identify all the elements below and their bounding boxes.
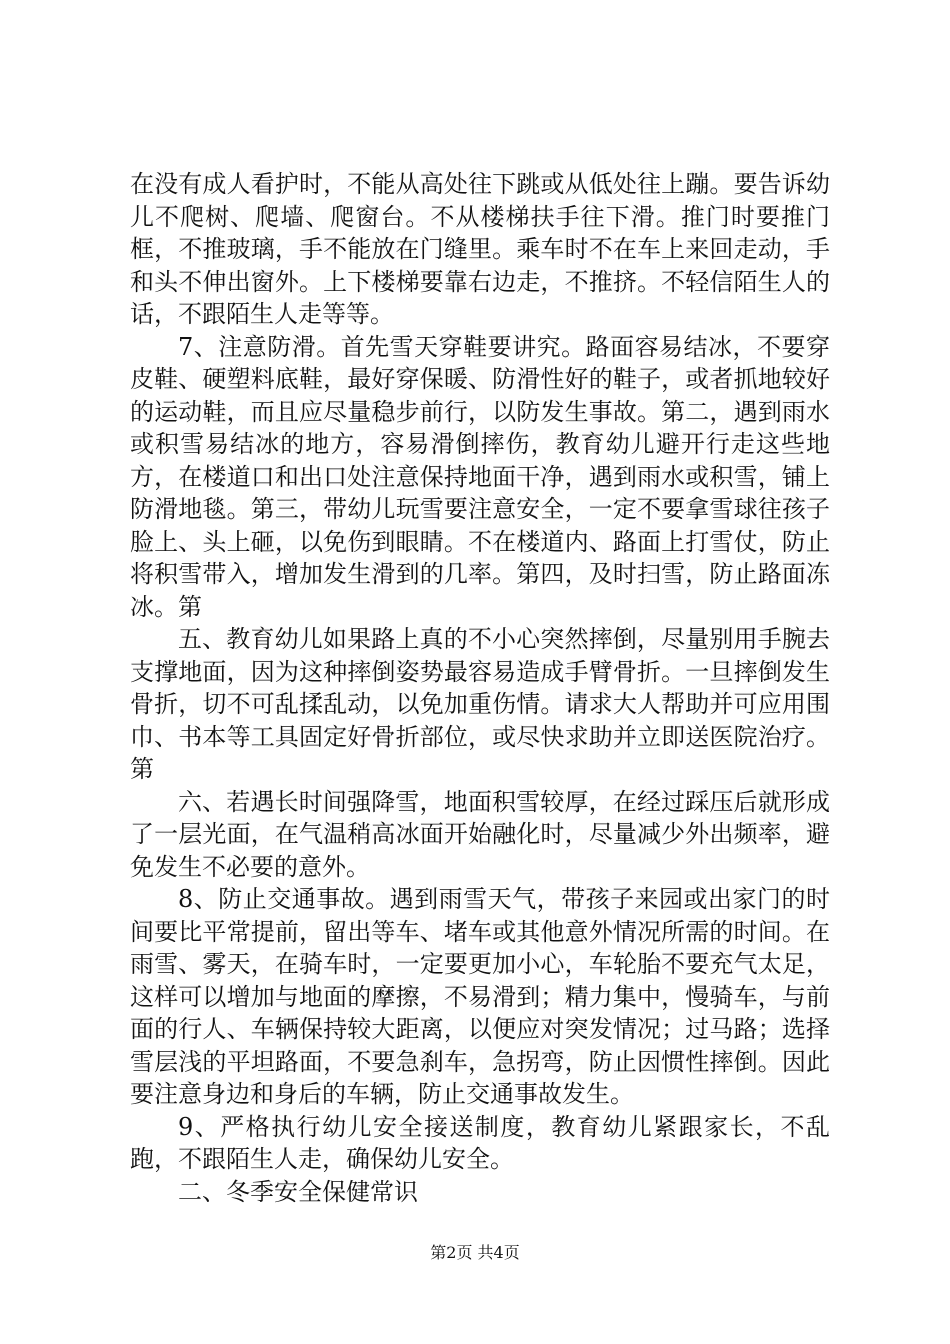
paragraph-5: 8、防止交通事故。遇到雨雪天气，带孩子来园或出家门的时间要比平常提前，留出等车、堵车或其他意外情况所需的时间。在雨雪、雾天，在骑车时，一定要更加小心，车轮胎不要充气太足，这样可以增加与地面的摩擦，不易滑到；精力集中，慢骑车，与前面的行人、车辆保持较大距离，以便应对突发情况；过马路；选择雪层浅的平坦路面，不要急刹车，急拐弯，防止因惯性摔倒。因此要注意身边和身后的车辆，防止交通事故发生。 xyxy=(130,885,830,1108)
document-body xyxy=(130,168,830,1208)
paragraph-2: 7、注意防滑。首先雪天穿鞋要讲究。路面容易结冰，不要穿皮鞋、硬塑料底鞋，最好穿保暖、防滑性好的鞋子，或者抓地较好的运动鞋，而且应尽量稳步前行，以防发生事故。第二，遇到雨水或积雪易结冰的地方，容易滑倒摔伤，教育幼儿避开行走这些地方，在楼道口和出口处注意保持地面干净，遇到雨水或积雪，铺上防滑地毯。第三，带幼儿玩雪要注意安全，一定不要拿雪球往孩子脸上、头上砸，以免伤到眼睛。不在楼道内、路面上打雪仗，防止将积雪带入，增加发生滑到的几率。第四，及时扫雪，防止路面冻冰。第 xyxy=(130,332,830,621)
page-footer xyxy=(0,1243,950,1263)
paragraph-3: 五、教育幼儿如果路上真的不小心突然摔倒，尽量别用手腕去支撑地面，因为这种摔倒姿势最容易造成手臂骨折。一旦摔倒发生骨折，切不可乱揉乱动，以免加重伤情。请求大人帮助并可应用围巾、书本等工具固定好骨折部位，或尽快求助并立即送医院治疗。第 xyxy=(130,625,830,783)
paragraph-7: 二、冬季安全保健常识 xyxy=(178,1177,418,1206)
paragraph-4: 六、若遇长时间强降雪，地面积雪较厚，在经过踩压后就形成了一层光面，在气温稍高冰面开始融化时，尽量减少外出频率，避免发生不必要的意外。 xyxy=(130,787,830,881)
paragraph-1: 在没有成人看护时，不能从高处往下跳或从低处往上蹦。要告诉幼儿不爬树、爬墙、爬窗台。不从楼梯扶手往下滑。推门时要推门框，不推玻璃，手不能放在门缝里。乘车时不在车上来回走动，手和头不伸出窗外。上下楼梯要靠右边走，不推挤。不轻信陌生人的话，不跟陌生人走等等。 xyxy=(130,170,830,328)
page-number: 第2页 共4页 xyxy=(430,1243,520,1262)
paragraph-6: 9、严格执行幼儿安全接送制度，教育幼儿紧跟家长，不乱跑，不跟陌生人走，确保幼儿安全。 xyxy=(130,1112,830,1173)
